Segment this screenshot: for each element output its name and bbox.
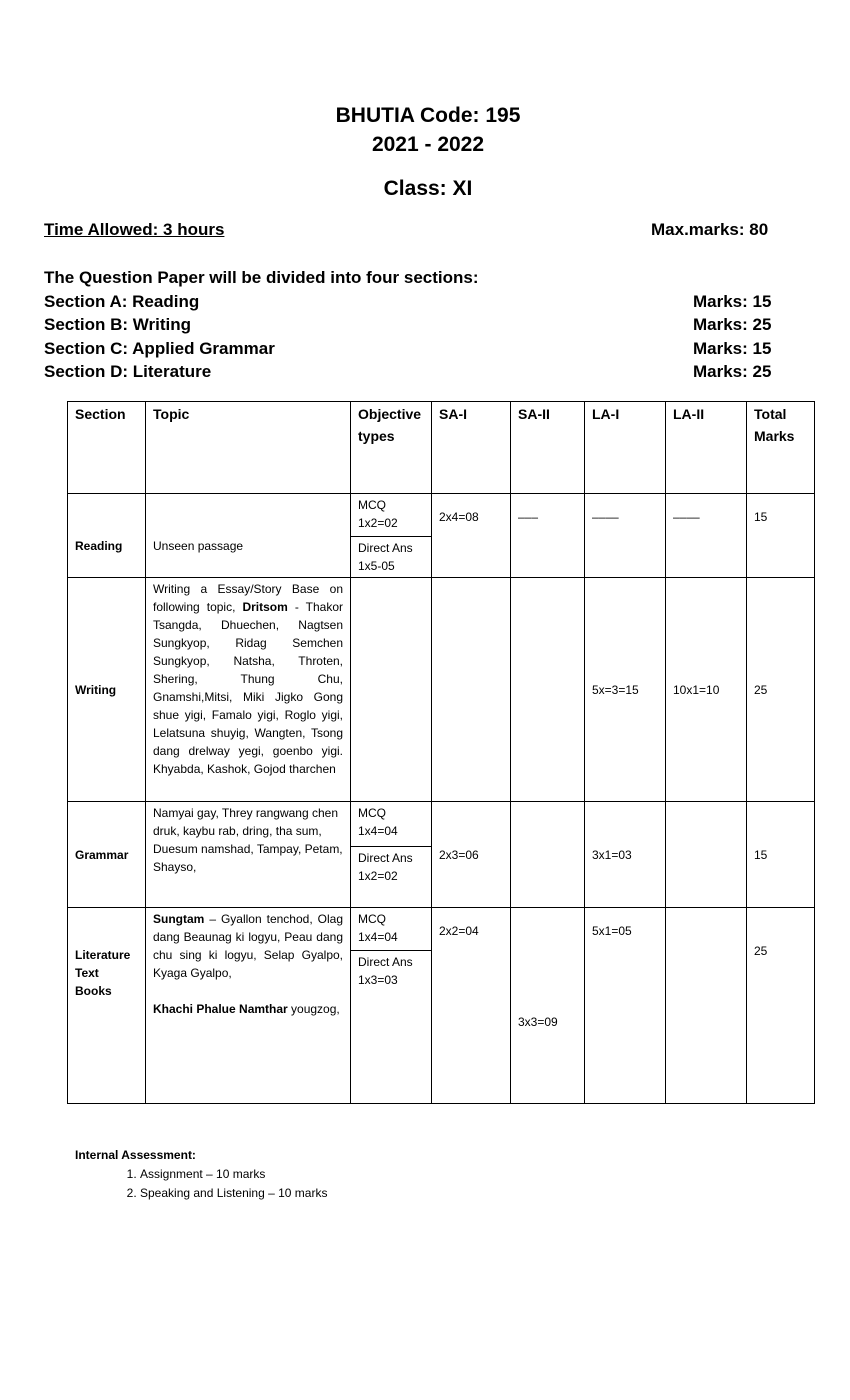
reading-topic: Unseen passage	[146, 494, 351, 578]
session-year: 2021 - 2022	[371, 133, 485, 156]
literature-la1: 5x1=05	[585, 908, 666, 1104]
subject-title: BHUTIA Code: 195	[335, 104, 521, 127]
literature-sa1: 2x2=04	[432, 908, 511, 1104]
reading-obj-mcq: MCQ 1x2=02	[358, 498, 398, 530]
grammar-sa1: 2x3=06	[432, 802, 511, 908]
section-b-marks: Marks: 25	[693, 315, 772, 334]
reading-total: 15	[747, 494, 815, 578]
section-c-name: Section C: Applied Grammar	[44, 339, 275, 358]
list-item: 1. Assignment – 10 marks	[140, 1165, 327, 1184]
class-title: Class: XI	[383, 177, 473, 200]
literature-sa2: 3x3=09	[511, 908, 585, 1104]
literature-total: 25	[747, 908, 815, 1104]
blueprint-table	[67, 401, 815, 1104]
header-total: Total Marks	[747, 402, 815, 494]
max-marks: Max.marks: 80	[651, 220, 769, 239]
header-sa1: SA-I	[432, 402, 511, 494]
internal-assessment	[75, 1146, 327, 1203]
grammar-total: 15	[747, 802, 815, 908]
grammar-obj-direct: Direct Ans 1x2=02	[351, 846, 431, 887]
literature-topic: Sungtam – Gyallon tenchod, Olag dang Beaunag ki logyu, Peau dang chu sing ki logyu, Selap Gyalpo, Kyaga Gyalpo, Khachi Phalue Namthar yougzog,	[146, 908, 351, 1104]
table-header-row	[68, 402, 815, 494]
writing-section: Writing	[68, 578, 146, 802]
section-d-marks: Marks: 25	[693, 362, 772, 381]
table-row	[68, 578, 815, 802]
literature-obj-mcq: MCQ 1x4=04	[358, 912, 398, 944]
list-item: 2. Speaking and Listening – 10 marks	[140, 1184, 327, 1203]
header-sa2: SA-II	[511, 402, 585, 494]
reading-section: Reading	[68, 494, 146, 578]
header-la2: LA-II	[666, 402, 747, 494]
header-la1: LA-I	[585, 402, 666, 494]
writing-total: 25	[747, 578, 815, 802]
grammar-obj-mcq: MCQ 1x4=04	[358, 806, 398, 838]
section-a-name: Section A: Reading	[44, 292, 200, 311]
reading-obj-direct: Direct Ans 1x5-05	[351, 536, 431, 577]
table-row	[68, 908, 815, 1104]
reading-sa1: 2x4=08	[432, 494, 511, 578]
table-row	[68, 494, 815, 578]
grammar-la1: 3x1=03	[585, 802, 666, 908]
reading-sa2: –––	[511, 494, 585, 578]
table-row	[68, 802, 815, 908]
header-objective: Objective types	[351, 402, 432, 494]
sections-intro: The Question Paper will be divided into four sections:	[44, 268, 479, 287]
internal-assessment-title: Internal Assessment:	[75, 1148, 196, 1162]
writing-topic: Writing a Essay/Story Base on following topic, Dritsom - Thakor Tsangda, Dhuechen, Nagtsen Sungkyop, Ridag Semchen Sungkyop, Natsha, Throten, Shering, Thung Chu, Gnamshi,Mitsi, Miki Jigko Gong shue yigi, Famalo yigi, Roglo yigi, Lelatsuna shuyig, Wangten, Tsong dang drelway yegi, goenbo yigi. Khyabda, Kashok, Gojod tharchen	[146, 578, 351, 802]
time-allowed: Time Allowed: 3 hours	[44, 220, 225, 239]
header-section: Section	[68, 402, 146, 494]
literature-obj-direct: Direct Ans 1x3=03	[351, 950, 431, 991]
reading-la2: ––––	[666, 494, 747, 578]
internal-assessment-list	[75, 1165, 327, 1203]
section-c-marks: Marks: 15	[693, 339, 772, 358]
section-d-name: Section D: Literature	[44, 362, 212, 381]
writing-la1: 5x=3=15	[585, 578, 666, 802]
section-b-name: Section B: Writing	[44, 315, 192, 334]
grammar-topic: Namyai gay, Threy rangwang chen druk, kaybu rab, dring, tha sum, Duesum namshad, Tampay, Petam, Shayso,	[146, 802, 351, 908]
grammar-section: Grammar	[68, 802, 146, 908]
section-a-marks: Marks: 15	[693, 292, 772, 311]
literature-section: Literature Text Books	[68, 908, 146, 1104]
reading-la1: ––––	[585, 494, 666, 578]
writing-la2: 10x1=10	[666, 578, 747, 802]
header-topic: Topic	[146, 402, 351, 494]
